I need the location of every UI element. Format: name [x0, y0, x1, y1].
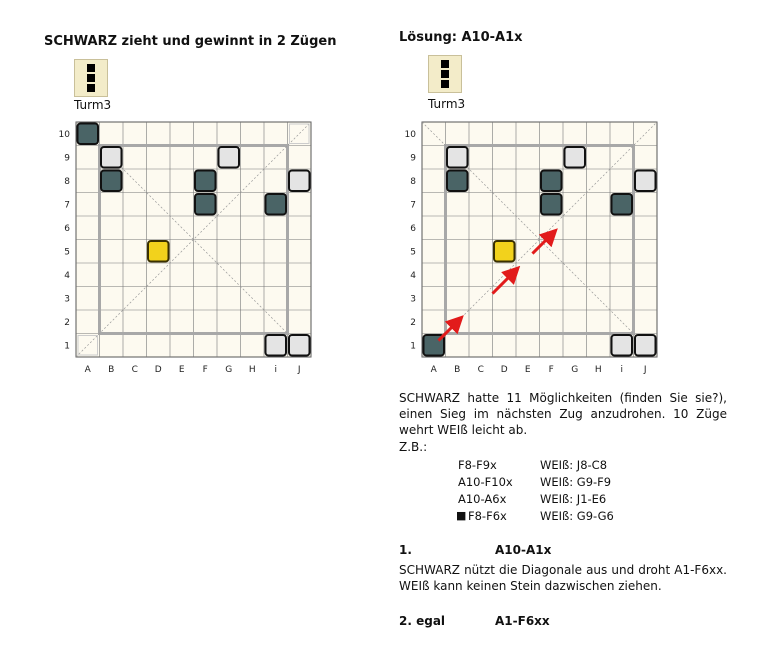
- column-label: C: [131, 365, 138, 375]
- column-label: H: [594, 365, 602, 375]
- marker-square-icon: ■: [456, 509, 467, 522]
- row-label: 1: [410, 341, 416, 352]
- column-label: E: [524, 365, 531, 375]
- row-label: 2: [64, 317, 70, 328]
- column-label: E: [178, 365, 185, 375]
- example-heading: Z.B.:: [399, 440, 428, 454]
- column-label: D: [500, 365, 508, 375]
- example-black-move: F8-F6x: [468, 509, 507, 523]
- game-piece: [219, 147, 240, 168]
- row-label: 3: [410, 294, 416, 305]
- column-label: i: [274, 365, 278, 375]
- game-piece: [635, 171, 656, 192]
- tower-piece-icon-solution: [428, 55, 462, 93]
- game-piece: [447, 171, 468, 192]
- row-label: 9: [64, 153, 70, 164]
- row-label: 1: [64, 341, 70, 352]
- row-label: 7: [410, 200, 416, 211]
- column-label: J: [297, 365, 301, 375]
- example-white-move: WEIß: J1-E6: [540, 492, 607, 506]
- game-piece: [565, 147, 586, 168]
- piece-label-solution: Turm3: [428, 97, 466, 111]
- game-piece: [148, 241, 169, 262]
- column-label: H: [248, 365, 256, 375]
- game-piece: [612, 335, 633, 356]
- move1-explanation: SCHWARZ nützt die Diagonale aus und droht A1-F6xx. WEIß kann keinen Stein dazwischen ziehen.: [399, 563, 727, 593]
- example-row: [458, 458, 718, 475]
- move1-notation: A10-A1x: [495, 543, 552, 557]
- example-white-move: WEIß: G9-G6: [540, 509, 614, 523]
- column-label: F: [548, 365, 554, 375]
- move1-number: 1.: [399, 543, 412, 557]
- row-label: 8: [64, 176, 70, 187]
- game-piece: [541, 171, 562, 192]
- column-label: G: [225, 365, 233, 375]
- tower-piece-icon: [74, 59, 108, 97]
- game-piece: [266, 194, 287, 215]
- column-label: F: [202, 365, 208, 375]
- column-label: G: [571, 365, 579, 375]
- game-piece: [541, 194, 562, 215]
- row-label: 5: [410, 247, 416, 258]
- row-label: 6: [410, 223, 416, 234]
- row-label: 2: [410, 317, 416, 328]
- game-piece: [101, 147, 122, 168]
- game-piece: [447, 147, 468, 168]
- game-piece: [289, 171, 310, 192]
- column-label: D: [154, 365, 162, 375]
- game-piece: [635, 335, 656, 356]
- column-label: B: [108, 365, 115, 375]
- row-label: 9: [410, 153, 416, 164]
- row-label: 10: [58, 129, 70, 140]
- example-list: [458, 458, 718, 526]
- game-piece: [289, 335, 310, 356]
- game-piece: [78, 124, 99, 145]
- game-piece: [266, 335, 287, 356]
- column-label: i: [620, 365, 624, 375]
- row-label: 10: [404, 129, 416, 140]
- game-piece: [195, 171, 216, 192]
- game-piece: [612, 194, 633, 215]
- example-white-move: WEIß: G9-F9: [540, 475, 612, 489]
- game-piece: [195, 194, 216, 215]
- piece-label: Turm3: [74, 98, 112, 112]
- column-label: C: [477, 365, 484, 375]
- row-label: 5: [64, 247, 70, 258]
- puzzle-title: SCHWARZ zieht und gewinnt in 2 Zügen: [44, 34, 337, 49]
- row-label: 7: [64, 200, 70, 211]
- row-label: 6: [64, 223, 70, 234]
- solution-board: [400, 118, 662, 380]
- example-row: [458, 492, 718, 509]
- row-label: 4: [410, 270, 416, 281]
- solution-intro: SCHWARZ hatte 11 Möglichkeiten (finden Sie sie?), einen Sieg im nächsten Zug anzudrohen. 10 Züge wehrt WEIß leicht ab.: [399, 391, 727, 437]
- example-black-move: A10-A6x: [458, 492, 507, 506]
- example-black-move: A10-F10x: [458, 475, 513, 489]
- move2-number: 2. egal: [399, 614, 446, 628]
- example-row: [458, 475, 718, 492]
- example-row: [458, 509, 718, 526]
- row-label: 8: [410, 176, 416, 187]
- column-label: A: [84, 365, 91, 375]
- game-piece: [494, 241, 515, 262]
- move2-notation: A1-F6xx: [495, 614, 550, 628]
- game-piece: [101, 171, 122, 192]
- puzzle-board: [54, 118, 316, 380]
- solution-title: Lösung: A10-A1x: [399, 30, 523, 45]
- column-label: B: [454, 365, 461, 375]
- column-label: J: [643, 365, 647, 375]
- example-white-move: WEIß: J8-C8: [540, 458, 608, 472]
- column-label: A: [430, 365, 437, 375]
- row-label: 4: [64, 270, 70, 281]
- row-label: 3: [64, 294, 70, 305]
- example-black-move: F8-F9x: [458, 458, 497, 472]
